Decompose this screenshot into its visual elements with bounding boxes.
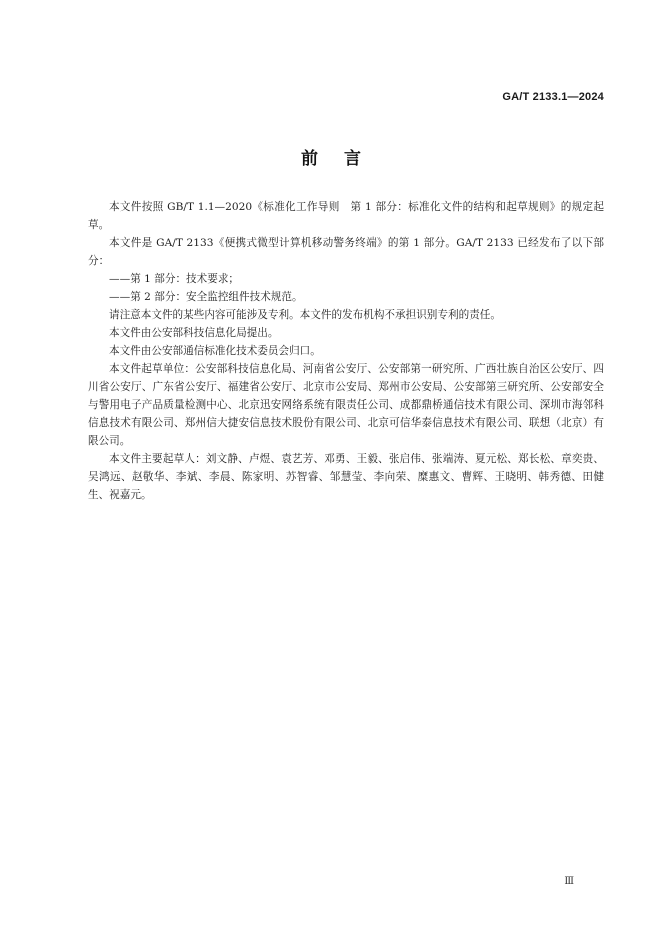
paragraph-series-intro: 本文件是 GA/T 2133《便携式微型计算机移动警务终端》的第 1 部分。GA/T 2133 已经发布了以下部分： [88, 237, 604, 267]
paragraph-proposed-by: 本文件由公安部科技信息化局提出。 [109, 327, 279, 339]
paragraph-managed-by: 本文件由公安部通信标准化技术委员会归口。 [109, 345, 321, 357]
list-item-part-2: ——第 2 部分：安全监控组件技术规范。 [109, 291, 303, 303]
paragraph-patent-notice: 请注意本文件的某些内容可能涉及专利。本文件的发布机构不承担识别专利的责任。 [109, 309, 501, 321]
paragraph-drafters: 本文件主要起草人：刘文静、卢煜、袁艺芳、邓勇、王毅、张启伟、张端涛、夏元松、郑长松、章奕贵、吴鸿远、赵敬华、李斌、李晨、陈家明、苏智睿、邹慧莹、李向荣、糜惠文、曹辉、王晓明、韩秀德、田健生、祝嘉元。 [88, 453, 604, 501]
standard-code: GA/T 2133.1—2024 [502, 91, 604, 103]
paragraph-drafting-rules: 本文件按照 GB/T 1.1—2020《标准化工作导则 第 1 部分：标准化文件的结构和起草规则》的规定起草。 [88, 201, 604, 231]
page-title: 前言 [301, 149, 387, 169]
paragraph-drafting-units: 本文件起草单位：公安部科技信息化局、河南省公安厅、公安部第一研究所、广西壮族自治区公安厅、四川省公安厅、广东省公安厅、福建省公安厅、北京市公安局、郑州市公安局、公安部第三研究所、公安部安全与警用电子产品质量检测中心、北京迅安网络系统有限责任公司、成都鼎桥通信技术有限公司、深圳市海邻科信息技术有限公司、郑州信大捷安信息技术股份有限公司、北京可信华泰信息技术有限公司、联想（北京）有限公司。 [88, 363, 604, 447]
foreword-body [88, 198, 604, 504]
page-number: Ⅲ [564, 876, 574, 887]
list-item-part-1: ——第 1 部分：技术要求； [109, 273, 240, 285]
